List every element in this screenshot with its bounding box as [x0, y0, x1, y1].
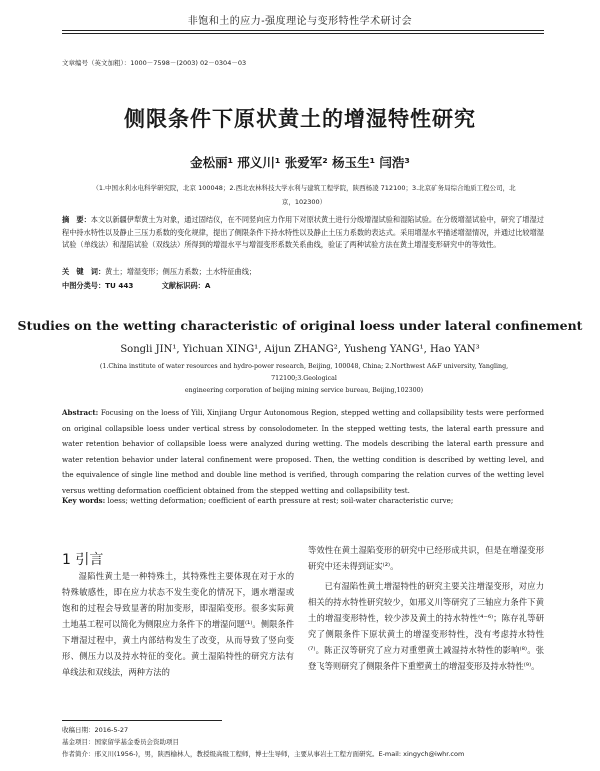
clc-group [62, 281, 133, 290]
doc-code-group [162, 281, 211, 290]
footnote-rule [62, 720, 222, 721]
english-keywords-text: loess; wetting deformation; coefficient of earth pressure at rest; soil-water characteristic curve; [107, 496, 454, 505]
doc-code-label: 文献标识码： [161, 281, 205, 290]
intro-paragraph-2: 已有湿陷性黄土增湿特性的研究主要关注增湿变形，对应力相关的持水特性研究较少，如邢义川等研究了三轴应力条件下黄土的增湿变形特性，较少涉及黄土的持水特性⁽⁴⁻⁶⁾；陈存礼等研究了侧限条件下原状黄土的增湿变形特性，没有考虑持水特性⁽⁷⁾。陈正汉等研究了应力对重塑黄土减湿持水特性的影响⁽⁸⁾。张登飞等则研究了侧限条件下重塑黄土的增湿变形及持水特性⁽⁹⁾。 [308, 581, 544, 671]
chinese-abstract-text: 本文以新疆伊犁黄土为对象，通过固结仪，在不同竖向应力作用下对原状黄土进行分级增湿试验和湿陷试验。在分级增湿试验中，研究了增湿过程中持水特性以及静止三压力系数的变化规律，提出了侧限条件下持水特性以及静止土压力系数的表达式。采用增湿水平描述增湿情况，并通过比较增湿试验（单线法）和湿陷试验（双线法）所得到的增湿水平与增湿变形系数关系曲线，验证了两种试验方法在黄土增湿变形研究中的等效性。 [62, 215, 544, 249]
intro-paragraph-1: 湿陷性黄土是一种特殊土，其特殊性主要体现在对于水的特殊敏感性，即在应力状态不发生变化的情况下，遇水增湿或饱和的过程会导致显著的附加变形，即湿陷变形。很多实际黄土地基工程可以简化为侧限应力条件下的增湿问题⁽¹⁾。侧限条件下增湿过程中，黄土内部结构发生了改变，从而导致了竖向变形、侧压力以及持水特征的变化。黄土湿陷特性的研究方法有单线法和双线法，两种方法的 [62, 571, 294, 677]
clc-value: TU 443 [105, 281, 134, 290]
intro-paragraph-continued: 等效性在黄土湿陷变形的研究中已经形成共识，但是在增湿变形研究中还未得到证实⁽²⁾。 [308, 545, 544, 571]
classification-line [62, 281, 544, 291]
english-keywords [62, 496, 544, 505]
doc-code-value: A [204, 281, 211, 290]
english-abstract-label: Abstract: [62, 408, 99, 417]
running-header: 非饱和土的应力-强度理论与变形特性学术研讨会 [187, 16, 413, 27]
english-affiliation-line2: engineering corporation of beijing mining service bureau, Beijing,102300) [184, 387, 424, 394]
clc-label: 中图分类号： [62, 281, 106, 290]
header-rule-bottom [62, 33, 544, 34]
english-affiliation [78, 361, 530, 397]
header-rule-top [62, 30, 544, 31]
english-affiliation-line1: (1.China institute of water resources and hydro-power research, Beijing, 100048, China; 2.Northwest A&F university, Yangling, 712100;3.Geological [99, 363, 509, 382]
english-abstract-text: Focusing on the loess of Yili, Xinjiang Urgur Autonomous Region, stepped wetting and collapsibility tests were performed on original collapsible loess under vertical stress by consolodometer. In the stepped wetting tests, the lateral earth pressure and water retention behavior of collapsible loess were analyzed during wetting. The models describing the lateral earth pressure and water retention behavior under lateral confinement were proposed. Then, the wetting condition is described by wetting level, and the equivalence of single line method and double line method is verified, through comparing the relation curves of the wetting level versus wetting deformation coefficient obtained from the stepped wetting and collapsibility test. [62, 408, 544, 495]
chinese-affiliation-line1: （1.中国水利水电科学研究院，北京 100048；2.西北农林科技大学水利与建筑工程学院，陕西杨凌 712100；3.北京矿务局综合地质工程公司，北 [92, 184, 516, 192]
chinese-abstract [62, 214, 544, 252]
footnote-author: 作者简介：邢义川(1956-)，男，陕西榆林人，教授级高级工程师，博士生导师，主要从事岩土工程方面研究。E-mail: xingych@iwhr.com [62, 750, 465, 758]
section-heading: 1 引言 [62, 552, 104, 568]
intro-left-column [62, 568, 294, 680]
chinese-keywords [62, 267, 544, 277]
article-number: 文章编号（英文加粗）：1000－7598－(2003) 02－0304－03 [62, 59, 247, 67]
footnote-received: 收稿日期：2016-5-27 [62, 726, 129, 734]
chinese-affiliation [65, 181, 543, 209]
chinese-abstract-label: 摘 要： [62, 215, 91, 224]
chinese-keywords-label: 关 键 词： [62, 267, 106, 276]
english-abstract [62, 405, 544, 499]
chinese-authors: 金松丽¹ 邢义川¹ 张爱军² 杨玉生¹ 闫浩³ [190, 155, 410, 170]
english-title: Studies on the wetting characteristic of original loess under lateral confinement [17, 318, 583, 333]
chinese-affiliation-line2: 京，102300） [281, 198, 327, 206]
footnote-fund: 基金项目：国家留学基金委员会资助项目 [62, 738, 179, 746]
intro-right-column [308, 542, 544, 674]
english-keywords-label: Key words: [62, 496, 106, 505]
chinese-title: 侧限条件下原状黄土的增湿特性研究 [124, 107, 476, 131]
chinese-keywords-text: 黄土；增湿变形；侧压力系数；土水特征曲线； [105, 267, 257, 276]
english-authors: Songli JIN¹, Yichuan XING¹, Aijun ZHANG², Yusheng YANG¹, Hao YAN³ [120, 344, 480, 355]
